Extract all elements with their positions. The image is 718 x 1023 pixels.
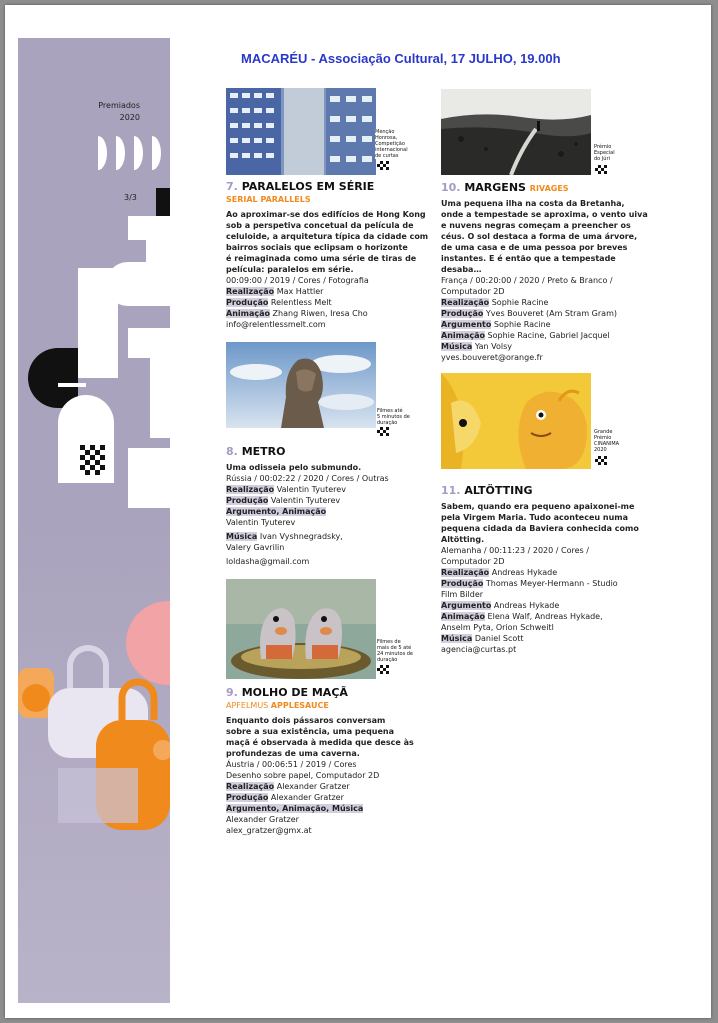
film-10-credit (441, 297, 648, 308)
film-11-image (441, 373, 591, 469)
document-page (5, 5, 711, 1018)
decorative-sidebar (18, 38, 170, 1003)
credit-label: Animação (441, 331, 485, 340)
credit-value: Alexander Gratzer (270, 793, 344, 802)
credit-label: Animação (226, 309, 270, 318)
film-9-meta: Áustria / 00:06:51 / 2019 / Cores (226, 760, 357, 769)
credit-value: Daniel Scott (474, 634, 524, 643)
film-11-checker-mark (595, 456, 607, 465)
film-11-credit (441, 622, 639, 633)
film-11-synopsis-line: Altötting. (441, 535, 485, 544)
sidebar-label (98, 100, 140, 124)
film-11-credit (441, 578, 639, 589)
film-10-credit (441, 319, 648, 330)
film-8-title: METRO (241, 445, 286, 458)
film-9-credit (226, 814, 414, 825)
sidebar-label-line1: Premiados (98, 101, 140, 110)
film-9-credit (226, 803, 414, 814)
film-7-image (226, 88, 376, 175)
film-11-heading (441, 484, 639, 498)
film-10-credit (441, 341, 648, 352)
film-8-number: 8. (226, 445, 238, 458)
film-9-tag-line: duração (377, 657, 398, 663)
film-7-tag-line: Menção (375, 129, 395, 135)
film-8-contact-email[interactable]: loldasha@gmail.com (226, 557, 310, 566)
credit-value: Andreas Hykade (493, 601, 560, 610)
film-7-synopsis-line: película: paralelos em série. (226, 265, 354, 274)
film-9-tag-line: Filmes de (377, 639, 401, 645)
film-7-meta: 00:09:00 / 2019 / Cores / Fotografia (226, 276, 369, 285)
film-7-credit (226, 308, 428, 319)
film-9-tag-line: 24 minutos de (377, 651, 414, 657)
film-7-synopsis-line: é reimaginada como uma série de tiras de (226, 254, 417, 263)
film-8-meta: Rússia / 00:02:22 / 2020 / Cores / Outras (226, 474, 389, 483)
film-10-contact-email[interactable]: yves.bouveret@orange.fr (441, 353, 543, 362)
film-8-credit (226, 517, 389, 528)
film-7-tag-line: Honrosa, (375, 135, 398, 141)
film-11-credit (441, 589, 639, 600)
credit-label: Realização (441, 568, 490, 577)
film-11-tag-line: 2020 (594, 447, 607, 453)
credit-value: Sophie Racine (493, 320, 551, 329)
film-11-number: 11. (441, 484, 461, 497)
film-8-checker-mark (377, 427, 389, 436)
film-9-synopsis-line: sobre a sua existência, uma pequena (226, 727, 395, 736)
film-10-image (441, 89, 591, 175)
sidebar-label-line2: 2020 (119, 113, 140, 122)
film-10-tag-line: do Júri (594, 156, 610, 162)
film-10-synopsis-line: de uma casa e de uma pessoa por breves (441, 243, 628, 252)
film-11-tag-line: Prémio (594, 435, 612, 441)
film-9-credit (226, 781, 414, 792)
film-11-contact-email[interactable]: agencia@curtas.pt (441, 645, 517, 654)
film-10-synopsis-line: e nuvens negras começam a preencher os (441, 221, 631, 230)
film-10-tag-line: Especial (594, 150, 615, 156)
film-8-tag-line: 5 minutos de (377, 414, 410, 420)
film-7-contact-email[interactable]: info@relentlessmelt.com (226, 320, 326, 329)
film-8-credit (226, 484, 389, 495)
film-9-original-title: APFELMUS (226, 701, 269, 710)
credit-label: Produção (226, 298, 269, 307)
film-11-credit (441, 600, 639, 611)
film-11-credit (441, 611, 639, 622)
credit-value: Valery Gavrilin (226, 543, 285, 552)
film-9-checker-mark (377, 665, 389, 674)
film-10-checker-mark (595, 165, 607, 174)
credit-value: Ivan Vyshnegradsky, (259, 532, 343, 541)
page-indicator: 3/3 (124, 193, 137, 202)
film-10-synopsis-line: Uma pequena ilha na costa da Bretanha, (441, 199, 625, 208)
credit-value: Yan Volsy (474, 342, 513, 351)
credit-label: Produção (226, 496, 269, 505)
film-11-title: ALTÖTTING (464, 484, 533, 497)
film-10-award-tag (594, 144, 615, 162)
film-11-synopsis-line: pequena cidada da Baviera conhecida como (441, 524, 639, 533)
credit-value: Andreas Hykade (491, 568, 558, 577)
credit-label: Argumento (441, 320, 492, 329)
film-10-synopsis-line: onde a tempestade se aproxima, o vento uiva (441, 210, 648, 219)
film-8-credit (226, 495, 389, 506)
credit-value: Relentless Melt (270, 298, 332, 307)
film-8-synopsis-line: Uma odisseia pelo submundo. (226, 463, 362, 472)
film-7-heading (226, 180, 428, 194)
film-7-subtitle: SERIAL PARALLELS (226, 195, 311, 204)
film-10-synopsis-line: desaba… (441, 265, 482, 274)
credit-value: Yves Bouveret (Am Stram Gram) (485, 309, 617, 318)
film-10-subtitle: RIVAGES (529, 184, 569, 193)
film-11-synopsis-line: pela Virgem Maria. Tudo aconteceu numa (441, 513, 628, 522)
film-9-synopsis-line: Enquanto dois pássaros conversam (226, 716, 386, 725)
film-11-credit (441, 633, 639, 644)
film-7-credit (226, 297, 428, 308)
film-10-credit (441, 308, 648, 319)
film-9-credit (226, 792, 414, 803)
film-10-number: 10. (441, 181, 461, 194)
film-8-credit (226, 506, 389, 517)
film-9-number: 9. (226, 686, 238, 699)
credit-label: Realização (226, 485, 275, 494)
film-7-number: 7. (226, 180, 238, 193)
film-9-heading (226, 686, 414, 700)
film-11-award-tag (594, 429, 619, 453)
film-8-image (226, 342, 376, 428)
film-11-credit (441, 567, 639, 578)
credit-label: Animação (441, 612, 485, 621)
film-9-synopsis-line: profundezas de uma caverna. (226, 749, 360, 758)
film-11-entry (441, 484, 639, 655)
sidebar-art (18, 38, 170, 1003)
film-7-award-tag (375, 129, 408, 159)
credit-label: Produção (226, 793, 269, 802)
film-11-meta: Computador 2D (441, 557, 505, 566)
film-8-credit (226, 531, 389, 542)
credit-label: Argumento (441, 601, 492, 610)
credit-value: Valentin Tyuterev (276, 485, 346, 494)
film-7-checker-mark (377, 161, 389, 170)
credit-value: Valentin Tyuterev (270, 496, 341, 505)
film-9-contact-email[interactable]: alex_gratzer@gmx.at (226, 826, 312, 835)
film-7-synopsis-line: celuloide, a arquitetura típica da cidade com (226, 232, 429, 241)
film-9-synopsis-line: maçã é observada à medida que desce às (226, 738, 414, 747)
film-7-synopsis-line: sob a perspetiva concetual da película de (226, 221, 414, 230)
film-11-tag-line: CINANIMA (594, 441, 620, 447)
film-10-meta: Computador 2D (441, 287, 505, 296)
film-9-tag-line: mais de 5 até (377, 645, 412, 651)
credit-label: Música (441, 342, 473, 351)
credit-value: Valentin Tyuterev (226, 518, 296, 527)
credit-label: Argumento, Animação, Música (226, 804, 364, 813)
film-7-tag-line: internacional (375, 147, 408, 153)
credit-label: Música (226, 532, 258, 541)
credit-label: Argumento, Animação (226, 507, 327, 516)
credit-label: Realização (226, 782, 275, 791)
film-10-meta: França / 00:20:00 / 2020 / Preto & Branco / (441, 276, 613, 285)
film-10-entry (441, 181, 648, 363)
film-8-tag-line: Filmes até (377, 408, 403, 414)
page-title: MACARÉU - Associação Cultural, 17 JULHO, 19.00h (241, 51, 561, 66)
film-10-synopsis-line: instantes. E é então que a tempestade (441, 254, 616, 263)
film-9-title: MOLHO DE MAÇÃ (241, 686, 348, 699)
film-7-tag-line: Competição (375, 141, 405, 147)
film-7-synopsis-line: Ao aproximar-se dos edifícios de Hong Kong (226, 210, 426, 219)
credit-value: Sophie Racine, Gabriel Jacquel (487, 331, 610, 340)
film-7-credit (226, 286, 428, 297)
credit-value: Zhang Riwen, Iresa Cho (272, 309, 368, 318)
film-7-entry (226, 180, 428, 330)
film-8-tag-line: duração (377, 420, 398, 426)
film-7-synopsis-line: bairros sociais que eclipsam o horizonte (226, 243, 408, 252)
film-10-tag-line: Prémio (594, 144, 612, 150)
credit-value: Max Hattler (276, 287, 324, 296)
film-11-tag-line: Grande (594, 429, 613, 435)
credit-value: Film Bilder (441, 590, 484, 599)
film-8-credit (226, 542, 389, 553)
credit-label: Realização (441, 298, 490, 307)
film-10-synopsis-line: céus. O sol destaca a forma de uma árvore, (441, 232, 638, 241)
credit-value: Alexander Gratzer (276, 782, 350, 791)
film-8-award-tag (377, 408, 410, 426)
film-10-heading (441, 181, 648, 196)
film-9-award-tag (377, 639, 413, 663)
credit-label: Produção (441, 309, 484, 318)
film-8-entry (226, 445, 389, 567)
film-7-title: PARALELOS EM SÉRIE (241, 180, 375, 193)
credit-value: Anselm Pyta, Orion Schweitl (441, 623, 554, 632)
film-9-subtitle-line (226, 700, 414, 711)
film-9-image (226, 579, 376, 679)
credit-value: Thomas Meyer-Hermann - Studio (485, 579, 618, 588)
credit-value: Sophie Racine (491, 298, 549, 307)
credit-value: Alexander Gratzer (226, 815, 299, 824)
film-10-credit (441, 330, 648, 341)
film-7-tag-line: de curtas (375, 153, 399, 159)
film-9-meta: Desenho sobre papel, Computador 2D (226, 771, 380, 780)
credit-label: Produção (441, 579, 484, 588)
credit-label: Música (441, 634, 473, 643)
film-9-entry (226, 686, 414, 836)
film-9-subtitle: APPLESAUCE (270, 701, 329, 710)
film-10-title: MARGENS (464, 181, 526, 194)
credit-label: Realização (226, 287, 275, 296)
film-11-meta: Alemanha / 00:11:23 / 2020 / Cores / (441, 546, 589, 555)
credit-value: Elena Walf, Andreas Hykade, (487, 612, 603, 621)
film-8-heading (226, 445, 389, 459)
film-11-synopsis-line: Sabem, quando era pequeno apaixonei-me (441, 502, 635, 511)
